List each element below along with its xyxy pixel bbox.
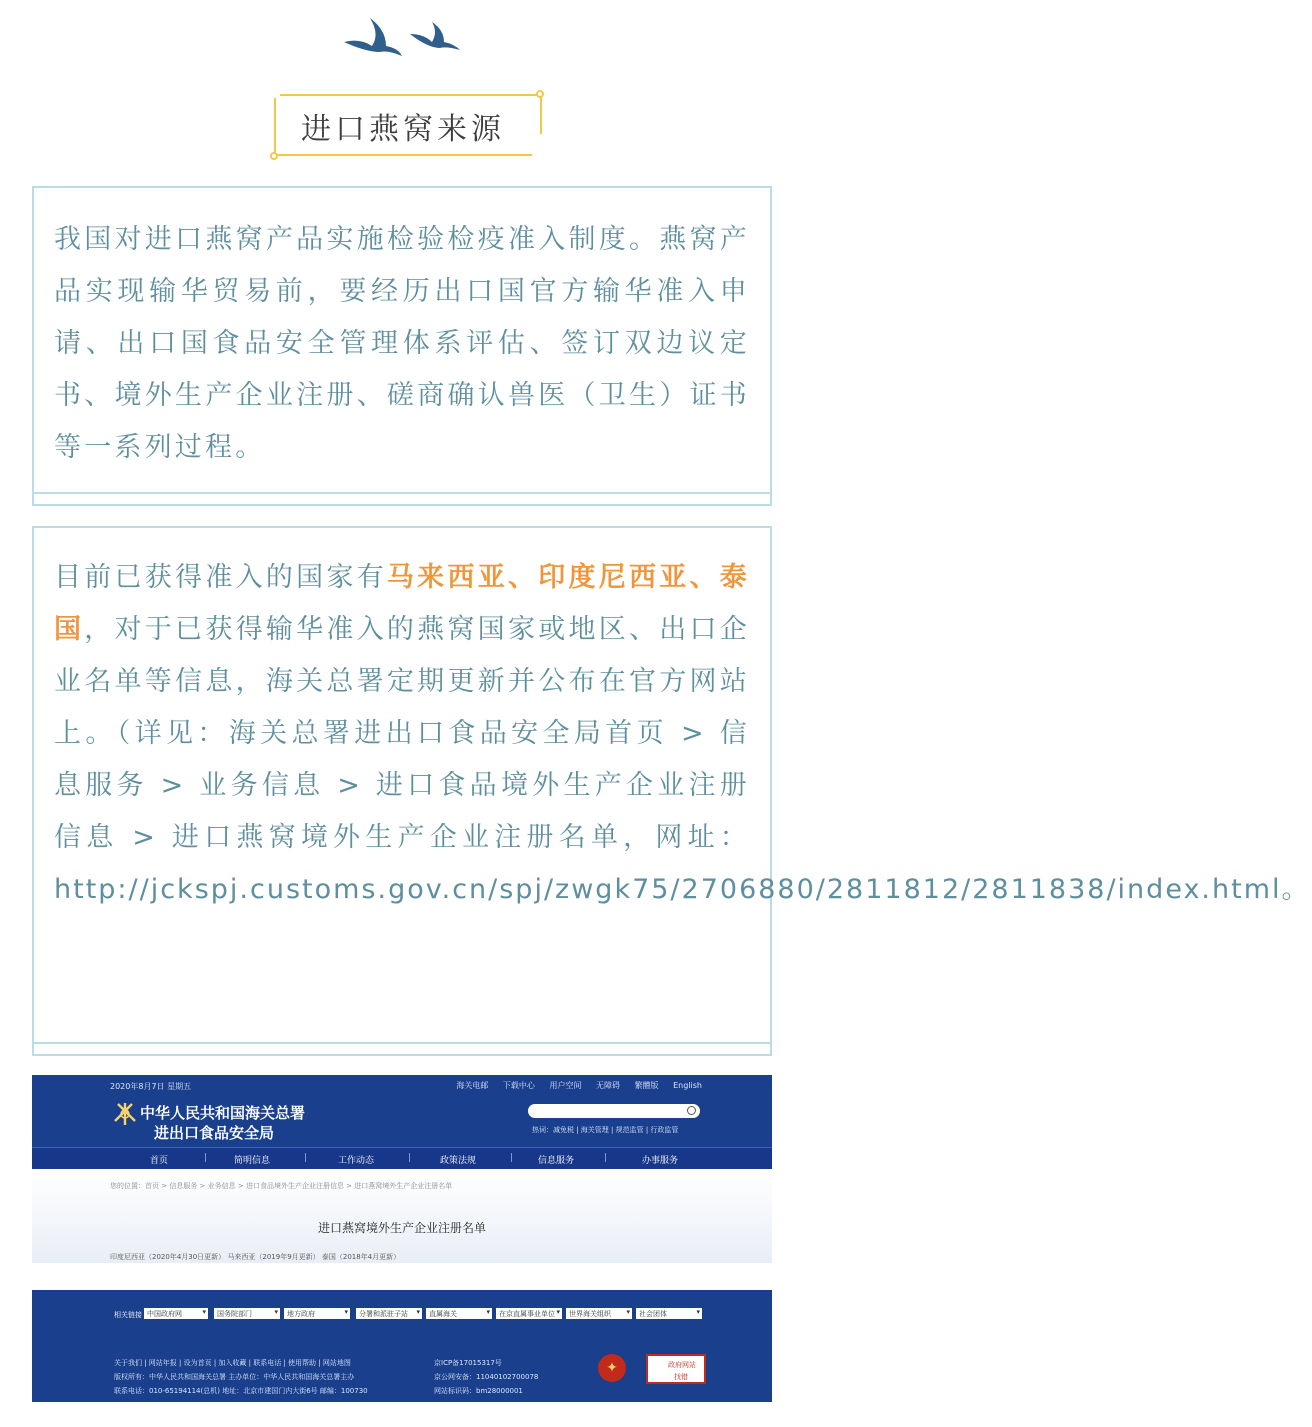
select-society[interactable]: 社会团体 ▾: [636, 1308, 702, 1319]
select-local[interactable]: 地方政府 ▾: [284, 1308, 350, 1319]
link-mail[interactable]: 海关电邮: [456, 1081, 489, 1090]
breadcrumb: 您的位置：首页 > 信息服务 > 业务信息 > 进口食品境外生产企业注册信息 > 进口燕窝境外生产企业注册名单: [110, 1182, 453, 1190]
intro-text: 我国对进口燕窝产品实施检验检疫准入制度。燕窝产品实现输华贸易前，要经历出口国官方输华准入申请、出口国食品安全管理体系评估、签订双边议定书、境外生产企业注册、磋商确认兽医（卫生）证书等一系列过程。: [54, 224, 750, 463]
nav-policy[interactable]: 政策法规: [440, 1156, 477, 1166]
select-customs[interactable]: 直属海关 ▾: [426, 1308, 492, 1319]
select-wco[interactable]: 世界海关组织 ▾: [566, 1308, 632, 1319]
link-accessibility[interactable]: 无障碍: [596, 1081, 621, 1090]
footer-label: 相关链接: [114, 1311, 142, 1319]
site-date: 2020年8月7日 星期五: [110, 1082, 192, 1091]
nav-info[interactable]: 信息服务: [538, 1156, 575, 1166]
swallows-icon: [340, 12, 470, 62]
nav-home[interactable]: 首页: [150, 1156, 169, 1166]
link-traditional[interactable]: 繁體版: [634, 1081, 659, 1090]
footer-links[interactable]: 关于我们 | 网站年报 | 设为首页 | 加入收藏 | 联系电话 | 使用帮助 | 网站地图: [114, 1359, 351, 1367]
select-gov[interactable]: 中国政府网 ▾: [144, 1308, 208, 1319]
intro-panel: [32, 186, 772, 506]
website-screenshot-footer: [32, 1290, 772, 1402]
site-name: 中华人民共和国海关总署: [140, 1104, 306, 1122]
section-title-frame: [262, 88, 544, 168]
country-list[interactable]: 印度尼西亚（2020年4月30日更新） 马来西亚（2019年9月更新） 泰国（2018年4月更新）: [110, 1253, 401, 1261]
footer-icp[interactable]: 京ICP备17015317号: [434, 1359, 502, 1367]
link-download[interactable]: 下载中心: [502, 1081, 535, 1090]
party-badge-icon[interactable]: ✦: [598, 1354, 626, 1382]
countries-panel: [32, 526, 1312, 1056]
section-title: 进口燕窝来源: [301, 112, 505, 147]
site-top-links: [444, 1080, 702, 1091]
approved-countries: 马来西亚、印度尼西亚、泰国: [54, 562, 751, 645]
footer-site-id: 网站标识码：bm28000001: [434, 1387, 523, 1395]
nav-brief[interactable]: 简明信息: [234, 1156, 271, 1166]
doc-title: 进口燕窝境外生产企业注册名单: [317, 1221, 486, 1235]
countries-text: 目前已获得准入的国家有马来西亚、印度尼西亚、泰国，对于已获得输华准入的燕窝国家或地区、出口企业名单等信息，海关总署定期更新并公布在官方网站上。（详见：海关总署进出口食品安全局首页 > 信息服务 > 业务信息 > 进口食品境外生产企业注册信息 > 进口燕窝境外生产企业注册名单，网址：http://jckspj.customs.gov.cn/spj/zwgk75/2706880/2811812/2811838/index.html。: [54, 562, 1312, 905]
gov-site-badge[interactable]: 政府网站 找错: [646, 1354, 706, 1384]
site-nav: 首页 | 简明信息 | 工作动态 | 政策法规 | 信息服务 | 办事服务: [32, 1147, 772, 1169]
site-search-input[interactable]: [528, 1104, 700, 1118]
site-subname: 进出口食品安全局: [154, 1124, 275, 1142]
select-branch[interactable]: 分署和派驻子站 ▾: [356, 1308, 422, 1319]
site-hot-words: 热词：减免税 | 海关管理 | 规范监管 | 行政监管: [532, 1126, 679, 1134]
nav-service[interactable]: 办事服务: [642, 1156, 679, 1166]
footer-contact: 联系电话：010-65194114(总机) 地址：北京市建国门内大街6号 邮编：100730: [114, 1387, 368, 1395]
select-ministry[interactable]: 国务院部门 ▾: [214, 1308, 280, 1319]
search-icon[interactable]: [687, 1106, 696, 1115]
select-unit[interactable]: 在京直属事业单位 ▾: [496, 1308, 562, 1319]
footer-host: 版权所有：中华人民共和国海关总署 主办单位：中华人民共和国海关总署主办: [114, 1373, 355, 1381]
link-user[interactable]: 用户空间: [549, 1081, 582, 1090]
footer-police[interactable]: 京公网安备：11040102700078: [434, 1373, 539, 1381]
website-screenshot-top: [32, 1075, 772, 1263]
link-english[interactable]: English: [673, 1081, 702, 1090]
source-url[interactable]: http://jckspj.customs.gov.cn/spj/zwgk75/2706880/2811812/2811838/index.html: [54, 874, 1282, 905]
nav-news[interactable]: 工作动态: [338, 1156, 375, 1166]
emblem-icon: [112, 1101, 138, 1127]
